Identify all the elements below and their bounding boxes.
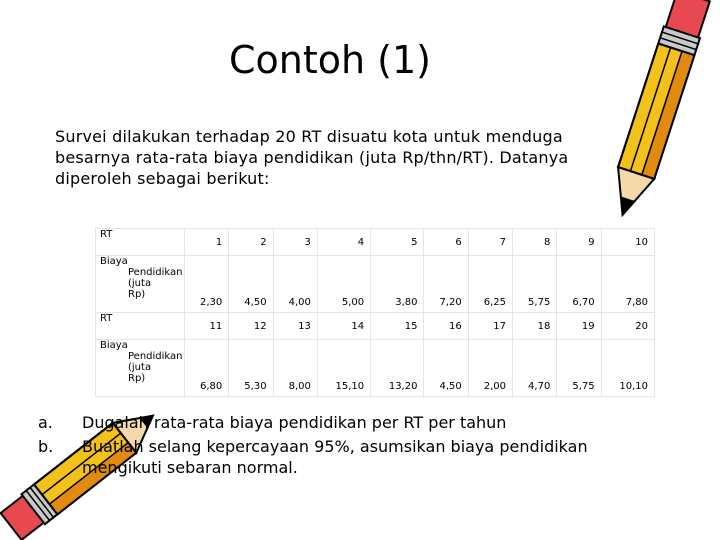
table-cell: 3 [273,229,317,256]
table-cell: 17 [468,313,512,340]
table-cell: 8 [513,229,557,256]
table-row [96,340,655,397]
table-cell: 9 [557,229,601,256]
table-cell: 6 [424,229,468,256]
table-cell: 7,20 [424,256,468,313]
table-cell: 13 [273,313,317,340]
table-cell: 2,00 [468,340,512,397]
table-cell: 4,70 [513,340,557,397]
table-cell: 5 [371,229,424,256]
question-marker: a. [38,413,53,432]
table-cell: 8,00 [273,340,317,397]
question-text-continuation: mengikuti sebaran normal. [82,458,298,477]
table-cell: 5,75 [513,256,557,313]
question-b [38,436,598,478]
row-label [96,340,185,397]
table-cell: 14 [317,313,370,340]
table-cell: 7 [468,229,512,256]
table-cell: 12 [229,313,273,340]
table-cell: 5,00 [317,256,370,313]
table-row [96,256,655,313]
question-marker: b. [38,437,54,456]
row-label [96,256,185,313]
table-row [96,313,655,340]
question-text: Dugalah rata-rata biaya pendidikan per RT per tahun [82,413,507,432]
table-cell: 6,70 [557,256,601,313]
row-label-main: Biaya [100,256,128,267]
row-label-sub: Pendidikan (juta Rp) [128,351,183,384]
table-cell: 15 [371,313,424,340]
table-cell: 4,00 [273,256,317,313]
table-cell: 10 [601,229,654,256]
table-cell: 7,80 [601,256,654,313]
table-cell: 16 [424,313,468,340]
table-cell: 5,75 [557,340,601,397]
table-cell: 15,10 [317,340,370,397]
table-cell: 4 [317,229,370,256]
row-label: RT [96,313,185,340]
question-text: Buatlah selang kepercayaan 95%, asumsikan biaya pendidikan [82,437,588,456]
row-label-main: Biaya [100,340,128,351]
table-cell: 6,25 [468,256,512,313]
table-cell: 13,20 [371,340,424,397]
row-label-sub: Pendidikan (juta Rp) [128,267,183,300]
slide-title: Contoh (1) [228,38,431,82]
data-table [95,228,655,397]
intro-paragraph: Survei dilakukan terhadap 20 RT disuatu kota untuk menduga besarnya rata-rata biaya pendidikan (juta Rp/thn/RT). Datanya diperoleh sebagai berikut: [55,127,569,188]
table-cell: 18 [513,313,557,340]
pencil-icon [590,0,720,230]
table-cell: 4,50 [424,340,468,397]
table-cell: 1 [185,229,229,256]
table-cell: 6,80 [185,340,229,397]
table-cell: 5,30 [229,340,273,397]
table-cell: 2 [229,229,273,256]
row-label: RT [96,229,185,256]
table-cell: 2,30 [185,256,229,313]
table-cell: 3,80 [371,256,424,313]
table-cell: 4,50 [229,256,273,313]
table-cell: 10,10 [601,340,654,397]
table-cell: 11 [185,313,229,340]
table-row [96,229,655,256]
table-cell: 19 [557,313,601,340]
table-cell: 20 [601,313,654,340]
question-a [38,412,506,433]
